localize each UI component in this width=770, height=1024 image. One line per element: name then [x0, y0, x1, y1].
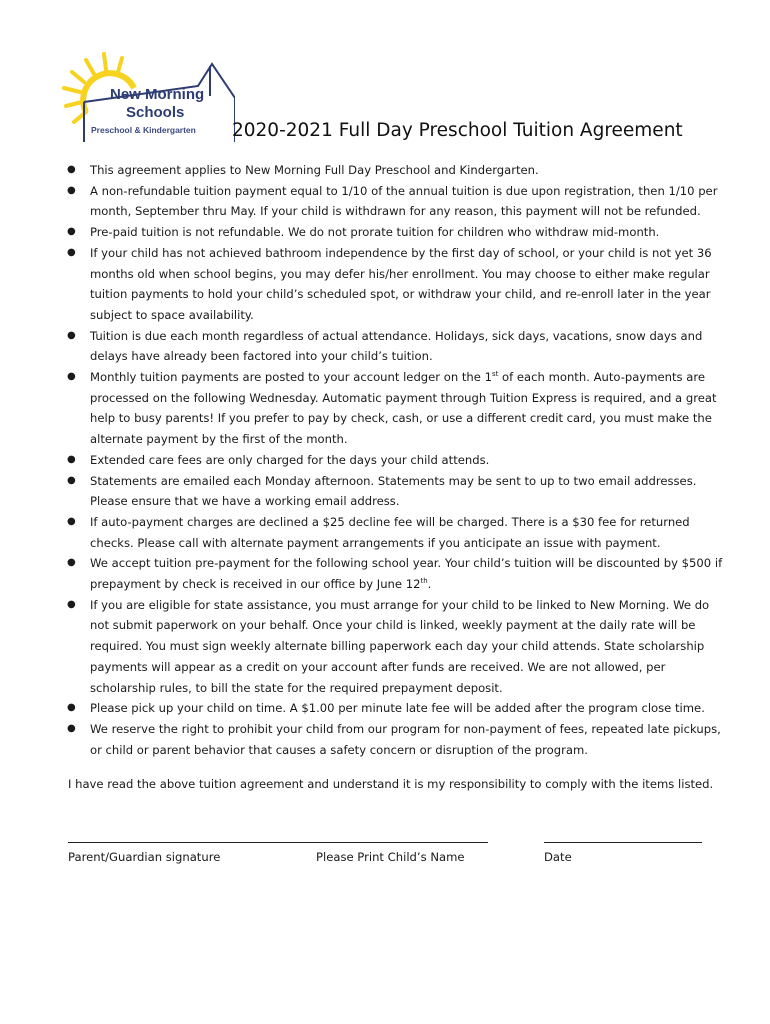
item-text-part: We accept tuition pre-payment for the following school year. Your child’s tuition will be discounted by $500 if prepayment by check is received in our office by June 12: [90, 556, 723, 592]
parent-signature-line[interactable]: [68, 842, 488, 843]
list-item: [58, 222, 730, 243]
child-name-label: Please Print Child’s Name: [316, 850, 465, 864]
item-text: This agreement applies to New Morning Full Day Preschool and Kindergarten.: [90, 163, 539, 177]
item-text: Extended care fees are only charged for the days your child attends.: [90, 452, 490, 467]
list-item: [58, 553, 730, 594]
item-text: If you are eligible for state assistance, you must arrange for your child to be linked to New Morning. We do not submit paperwork on your behalf. Once your child is linked, weekly payment at the daily rate will be required. You must sign weekly alternate billing paperwork each day your child attends. State scholarship payments will appear as a credit on your account after funds are received. We are not allowed, per scholarship rules, to bill the state for the required prepayment deposit.: [90, 597, 710, 695]
item-text: A non-refundable tuition payment equal to 1/10 of the annual tuition is due upon registration, then 1/10 per month, September thru May. If your child is withdrawn for any reason, this payment will not be refunded.: [90, 183, 718, 219]
list-item: [58, 326, 730, 367]
list-item: [58, 471, 730, 512]
ordinal-suffix: st: [491, 370, 499, 379]
bullet-icon: ●: [67, 164, 76, 175]
list-item: [58, 181, 730, 222]
list-item: [58, 160, 730, 181]
bullet-icon: ●: [67, 329, 76, 341]
ordinal-suffix: th: [420, 577, 428, 586]
bullet-icon: ●: [67, 226, 76, 238]
bullet-icon: ●: [67, 453, 76, 465]
list-item: [58, 719, 730, 760]
agreement-terms-list: [58, 160, 730, 760]
item-text: If auto-payment charges are declined a $25 decline fee will be charged. There is a $30 fee for returned checks. Please call with alternate payment arrangements if you anticipate an issue with payment.: [90, 514, 690, 550]
bullet-icon: ●: [67, 598, 76, 610]
acknowledgement-statement: I have read the above tuition agreement and understand it is my responsibility to comply with the items listed.: [68, 777, 714, 791]
item-text-part: of each month. Auto-payments are processed on the following Wednesday. Automatic payment through Tuition Express is required, and a great help to busy parents! If you prefer to pay by check, cash, or use a different credit card, you must make the alternate payment by the first of the month.: [90, 370, 717, 447]
bullet-icon: ●: [67, 474, 76, 486]
document-title: 2020-2021 Full Day Preschool Tuition Agreement: [232, 120, 683, 141]
list-item: [58, 512, 730, 553]
logo-name-line2: Schools: [126, 104, 185, 121]
item-text: Please pick up your child on time. A $1.00 per minute late fee will be added after the program close time.: [90, 701, 705, 716]
bullet-icon: ●: [67, 184, 76, 196]
logo-tagline: Preschool & Kindergarten: [91, 125, 196, 135]
bullet-icon: ●: [67, 515, 76, 527]
bullet-icon: ●: [67, 557, 76, 569]
item-text-part: Monthly tuition payments are posted to your account ledger on the 1: [90, 370, 492, 385]
item-text: We reserve the right to prohibit your child from our program for non-payment of fees, repeated late pickups, or child or parent behavior that causes a safety concern or disruption of the program.: [90, 721, 721, 757]
date-label: Date: [544, 850, 572, 864]
item-text: If your child has not achieved bathroom independence by the first day of school, or your child is not yet 36 months old when school begins, you may defer his/her enrollment. You may choose to either make regular tuition payments to hold your child’s scheduled spot, or withdraw your child, and re-enroll later in the year subject to space availability.: [90, 245, 712, 322]
list-item: [58, 243, 730, 326]
item-text: Tuition is due each month regardless of actual attendance. Holidays, sick days, vacations, snow days and delays have already been factored into your child’s tuition.: [90, 328, 703, 364]
bullet-icon: ●: [67, 722, 76, 734]
item-text: Statements are emailed each Monday afternoon. Statements may be sent to up to two email addresses. Please ensure that we have a working email address.: [90, 473, 697, 509]
logo-name-line1: New Morning: [110, 86, 205, 103]
bullet-icon: ●: [67, 246, 76, 258]
item-text: Pre-paid tuition is not refundable. We do not prorate tuition for children who withdraw mid-month.: [90, 225, 660, 240]
list-item: [58, 450, 730, 471]
date-line[interactable]: [544, 842, 702, 843]
bullet-icon: ●: [67, 371, 76, 383]
item-text-part: .: [427, 577, 432, 592]
list-item: [58, 698, 730, 719]
parent-signature-label: Parent/Guardian signature: [68, 850, 221, 864]
bullet-icon: ●: [67, 702, 76, 714]
list-item: [58, 595, 730, 699]
list-item: [58, 367, 730, 450]
